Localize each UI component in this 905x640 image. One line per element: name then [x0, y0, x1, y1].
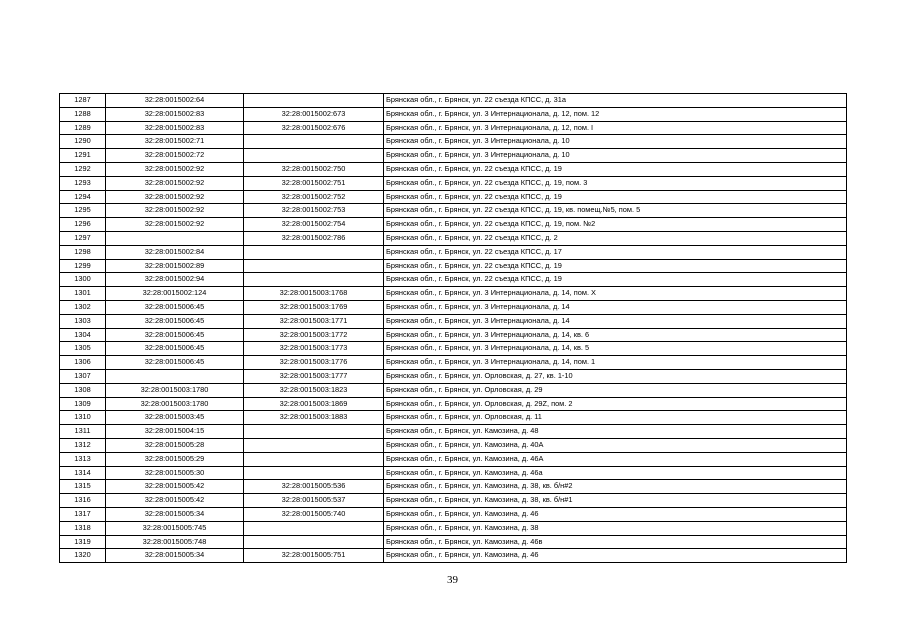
address-cell: Брянская обл., г. Брянск, ул. 3 Интернационала, д. 10 [384, 135, 847, 149]
land-plot-cadastral-number-cell: 32:28:0015005:28 [106, 438, 244, 452]
table-row [60, 521, 847, 535]
table-row [60, 107, 847, 121]
address-cell: Брянская обл., г. Брянск, ул. 3 Интернационала, д. 12, пом. 12 [384, 107, 847, 121]
land-plot-cadastral-number-cell: 32:28:0015002:92 [106, 176, 244, 190]
address-cell: Брянская обл., г. Брянск, ул. 3 Интернационала, д. 14, пом. 1 [384, 356, 847, 370]
land-plot-cadastral-number-cell: 32:28:0015002:92 [106, 204, 244, 218]
object-cadastral-number-cell [244, 245, 384, 259]
object-cadastral-number-cell [244, 452, 384, 466]
object-cadastral-number-cell: 32:28:0015005:536 [244, 480, 384, 494]
table-row [60, 94, 847, 108]
table-row [60, 549, 847, 563]
cadastral-registry-table [59, 93, 847, 563]
row-number-cell: 1296 [60, 218, 106, 232]
address-cell: Брянская обл., г. Брянск, ул. Камозина, д. 46А [384, 452, 847, 466]
table-row [60, 328, 847, 342]
row-number-cell: 1314 [60, 466, 106, 480]
row-number-cell: 1309 [60, 397, 106, 411]
table-row [60, 176, 847, 190]
land-plot-cadastral-number-cell: 32:28:0015002:83 [106, 121, 244, 135]
object-cadastral-number-cell: 32:28:0015003:1772 [244, 328, 384, 342]
row-number-cell: 1293 [60, 176, 106, 190]
land-plot-cadastral-number-cell: 32:28:0015002:89 [106, 259, 244, 273]
row-number-cell: 1301 [60, 287, 106, 301]
land-plot-cadastral-number-cell: 32:28:0015002:71 [106, 135, 244, 149]
land-plot-cadastral-number-cell: 32:28:0015006:45 [106, 356, 244, 370]
land-plot-cadastral-number-cell: 32:28:0015005:30 [106, 466, 244, 480]
row-number-cell: 1303 [60, 314, 106, 328]
object-cadastral-number-cell: 32:28:0015003:1823 [244, 383, 384, 397]
object-cadastral-number-cell: 32:28:0015002:786 [244, 231, 384, 245]
object-cadastral-number-cell [244, 94, 384, 108]
address-cell: Брянская обл., г. Брянск, ул. 22 съезда КПСС, д. 2 [384, 231, 847, 245]
row-number-cell: 1298 [60, 245, 106, 259]
table-row [60, 383, 847, 397]
land-plot-cadastral-number-cell: 32:28:0015005:34 [106, 507, 244, 521]
table-row [60, 342, 847, 356]
row-number-cell: 1306 [60, 356, 106, 370]
object-cadastral-number-cell [244, 466, 384, 480]
table-row [60, 204, 847, 218]
address-cell: Брянская обл., г. Брянск, ул. 22 съезда КПСС, д. 19 [384, 273, 847, 287]
land-plot-cadastral-number-cell: 32:28:0015003:1780 [106, 383, 244, 397]
object-cadastral-number-cell [244, 521, 384, 535]
object-cadastral-number-cell: 32:28:0015005:537 [244, 494, 384, 508]
row-number-cell: 1307 [60, 369, 106, 383]
address-cell: Брянская обл., г. Брянск, ул. 3 Интернационала, д. 10 [384, 149, 847, 163]
object-cadastral-number-cell: 32:28:0015002:753 [244, 204, 384, 218]
row-number-cell: 1304 [60, 328, 106, 342]
address-cell: Брянская обл., г. Брянск, ул. Орловская, д. 29 [384, 383, 847, 397]
row-number-cell: 1291 [60, 149, 106, 163]
land-plot-cadastral-number-cell: 32:28:0015002:83 [106, 107, 244, 121]
land-plot-cadastral-number-cell: 32:28:0015006:45 [106, 300, 244, 314]
address-cell: Брянская обл., г. Брянск, ул. 3 Интернационала, д. 14 [384, 300, 847, 314]
object-cadastral-number-cell: 32:28:0015002:751 [244, 176, 384, 190]
land-plot-cadastral-number-cell: 32:28:0015006:45 [106, 314, 244, 328]
table-row [60, 356, 847, 370]
address-cell: Брянская обл., г. Брянск, ул. 22 съезда КПСС, д. 19 [384, 259, 847, 273]
land-plot-cadastral-number-cell: 32:28:0015003:45 [106, 411, 244, 425]
land-plot-cadastral-number-cell [106, 369, 244, 383]
land-plot-cadastral-number-cell: 32:28:0015002:92 [106, 190, 244, 204]
object-cadastral-number-cell: 32:28:0015002:752 [244, 190, 384, 204]
row-number-cell: 1289 [60, 121, 106, 135]
table-row [60, 149, 847, 163]
row-number-cell: 1302 [60, 300, 106, 314]
address-cell: Брянская обл., г. Брянск, ул. 3 Интернационала, д. 12, пом. I [384, 121, 847, 135]
address-cell: Брянская обл., г. Брянск, ул. 22 съезда КПСС, д. 19 [384, 190, 847, 204]
land-plot-cadastral-number-cell: 32:28:0015002:84 [106, 245, 244, 259]
address-cell: Брянская обл., г. Брянск, ул. Орловская, д. 11 [384, 411, 847, 425]
object-cadastral-number-cell [244, 149, 384, 163]
row-number-cell: 1315 [60, 480, 106, 494]
land-plot-cadastral-number-cell: 32:28:0015005:34 [106, 549, 244, 563]
table-row [60, 480, 847, 494]
land-plot-cadastral-number-cell: 32:28:0015006:45 [106, 342, 244, 356]
table-row [60, 273, 847, 287]
land-plot-cadastral-number-cell [106, 231, 244, 245]
row-number-cell: 1297 [60, 231, 106, 245]
row-number-cell: 1310 [60, 411, 106, 425]
address-cell: Брянская обл., г. Брянск, ул. 3 Интернационала, д. 14, кв. 5 [384, 342, 847, 356]
row-number-cell: 1318 [60, 521, 106, 535]
table-row [60, 425, 847, 439]
object-cadastral-number-cell: 32:28:0015002:676 [244, 121, 384, 135]
address-cell: Брянская обл., г. Брянск, ул. 22 съезда КПСС, д. 19, пом. 3 [384, 176, 847, 190]
address-cell: Брянская обл., г. Брянск, ул. 22 съезда КПСС, д. 31а [384, 94, 847, 108]
land-plot-cadastral-number-cell: 32:28:0015002:72 [106, 149, 244, 163]
address-cell: Брянская обл., г. Брянск, ул. 22 съезда КПСС, д. 19, кв. помещ.№5, пом. 5 [384, 204, 847, 218]
row-number-cell: 1320 [60, 549, 106, 563]
row-number-cell: 1319 [60, 535, 106, 549]
object-cadastral-number-cell: 32:28:0015002:750 [244, 162, 384, 176]
table-row [60, 438, 847, 452]
row-number-cell: 1312 [60, 438, 106, 452]
object-cadastral-number-cell: 32:28:0015003:1769 [244, 300, 384, 314]
table-row [60, 245, 847, 259]
table-row [60, 162, 847, 176]
row-number-cell: 1295 [60, 204, 106, 218]
land-plot-cadastral-number-cell: 32:28:0015002:92 [106, 162, 244, 176]
row-number-cell: 1287 [60, 94, 106, 108]
table-row [60, 121, 847, 135]
object-cadastral-number-cell: 32:28:0015003:1869 [244, 397, 384, 411]
land-plot-cadastral-number-cell: 32:28:0015005:748 [106, 535, 244, 549]
address-cell: Брянская обл., г. Брянск, ул. Орловская, д. 29Z, пом. 2 [384, 397, 847, 411]
table-row [60, 135, 847, 149]
table-row [60, 369, 847, 383]
table-body [60, 94, 847, 563]
land-plot-cadastral-number-cell: 32:28:0015005:745 [106, 521, 244, 535]
table-row [60, 314, 847, 328]
object-cadastral-number-cell: 32:28:0015003:1776 [244, 356, 384, 370]
table-row [60, 466, 847, 480]
row-number-cell: 1313 [60, 452, 106, 466]
row-number-cell: 1294 [60, 190, 106, 204]
object-cadastral-number-cell: 32:28:0015003:1883 [244, 411, 384, 425]
row-number-cell: 1299 [60, 259, 106, 273]
table-row [60, 507, 847, 521]
address-cell: Брянская обл., г. Брянск, ул. Камозина, д. 38 [384, 521, 847, 535]
row-number-cell: 1311 [60, 425, 106, 439]
land-plot-cadastral-number-cell: 32:28:0015002:92 [106, 218, 244, 232]
object-cadastral-number-cell: 32:28:0015002:754 [244, 218, 384, 232]
table-row [60, 218, 847, 232]
object-cadastral-number-cell: 32:28:0015003:1777 [244, 369, 384, 383]
address-cell: Брянская обл., г. Брянск, ул. Камозина, д. 46 [384, 549, 847, 563]
address-cell: Брянская обл., г. Брянск, ул. 3 Интернационала, д. 14 [384, 314, 847, 328]
row-number-cell: 1308 [60, 383, 106, 397]
address-cell: Брянская обл., г. Брянск, ул. Камозина, д. 46в [384, 535, 847, 549]
object-cadastral-number-cell: 32:28:0015005:740 [244, 507, 384, 521]
row-number-cell: 1300 [60, 273, 106, 287]
land-plot-cadastral-number-cell: 32:28:0015005:42 [106, 480, 244, 494]
row-number-cell: 1288 [60, 107, 106, 121]
object-cadastral-number-cell [244, 259, 384, 273]
object-cadastral-number-cell [244, 425, 384, 439]
table-row [60, 231, 847, 245]
address-cell: Брянская обл., г. Брянск, ул. 22 съезда КПСС, д. 19 [384, 162, 847, 176]
address-cell: Брянская обл., г. Брянск, ул. 3 Интернационала, д. 14, кв. 6 [384, 328, 847, 342]
table-row [60, 411, 847, 425]
address-cell: Брянская обл., г. Брянск, ул. 22 съезда КПСС, д. 19, пом. №2 [384, 218, 847, 232]
table-row [60, 494, 847, 508]
row-number-cell: 1305 [60, 342, 106, 356]
object-cadastral-number-cell: 32:28:0015002:673 [244, 107, 384, 121]
land-plot-cadastral-number-cell: 32:28:0015002:94 [106, 273, 244, 287]
table-row [60, 535, 847, 549]
row-number-cell: 1316 [60, 494, 106, 508]
address-cell: Брянская обл., г. Брянск, ул. Камозина, д. 40А [384, 438, 847, 452]
land-plot-cadastral-number-cell: 32:28:0015005:29 [106, 452, 244, 466]
row-number-cell: 1292 [60, 162, 106, 176]
row-number-cell: 1290 [60, 135, 106, 149]
object-cadastral-number-cell [244, 438, 384, 452]
table-row [60, 452, 847, 466]
land-plot-cadastral-number-cell: 32:28:0015003:1780 [106, 397, 244, 411]
address-cell: Брянская обл., г. Брянск, ул. 3 Интернационала, д. 14, пом. Х [384, 287, 847, 301]
object-cadastral-number-cell: 32:28:0015003:1771 [244, 314, 384, 328]
address-cell: Брянская обл., г. Брянск, ул. Камозина, д. 46а [384, 466, 847, 480]
address-cell: Брянская обл., г. Брянск, ул. Камозина, д. 38, кв. б/н#2 [384, 480, 847, 494]
land-plot-cadastral-number-cell: 32:28:0015006:45 [106, 328, 244, 342]
table-row [60, 259, 847, 273]
address-cell: Брянская обл., г. Брянск, ул. Камозина, д. 48 [384, 425, 847, 439]
object-cadastral-number-cell: 32:28:0015005:751 [244, 549, 384, 563]
table-row [60, 300, 847, 314]
land-plot-cadastral-number-cell: 32:28:0015005:42 [106, 494, 244, 508]
page-number: 39 [447, 574, 458, 586]
object-cadastral-number-cell [244, 273, 384, 287]
object-cadastral-number-cell: 32:28:0015003:1773 [244, 342, 384, 356]
address-cell: Брянская обл., г. Брянск, ул. Камозина, д. 38, кв. б/н#1 [384, 494, 847, 508]
object-cadastral-number-cell [244, 535, 384, 549]
land-plot-cadastral-number-cell: 32:28:0015004:15 [106, 425, 244, 439]
table-row [60, 287, 847, 301]
object-cadastral-number-cell: 32:28:0015003:1768 [244, 287, 384, 301]
table-row [60, 397, 847, 411]
land-plot-cadastral-number-cell: 32:28:0015002:64 [106, 94, 244, 108]
address-cell: Брянская обл., г. Брянск, ул. Камозина, д. 46 [384, 507, 847, 521]
land-plot-cadastral-number-cell: 32:28:0015002:124 [106, 287, 244, 301]
object-cadastral-number-cell [244, 135, 384, 149]
table-row [60, 190, 847, 204]
address-cell: Брянская обл., г. Брянск, ул. 22 съезда КПСС, д. 17 [384, 245, 847, 259]
address-cell: Брянская обл., г. Брянск, ул. Орловская, д. 27, кв. 1-10 [384, 369, 847, 383]
row-number-cell: 1317 [60, 507, 106, 521]
